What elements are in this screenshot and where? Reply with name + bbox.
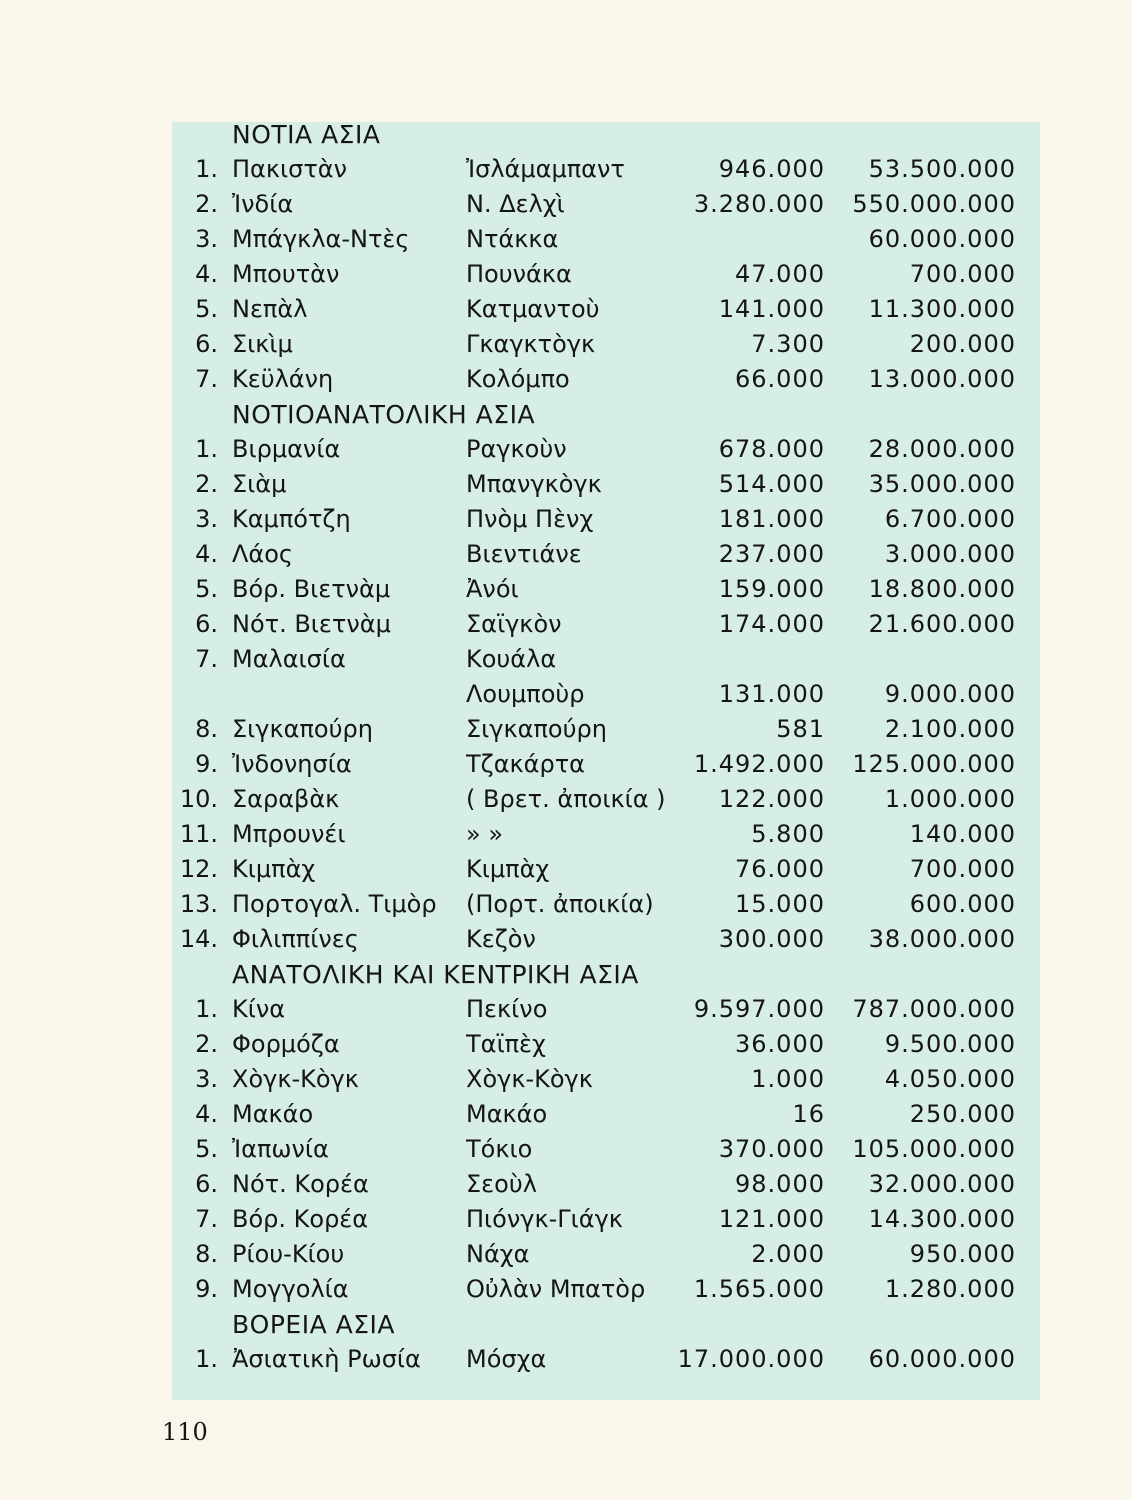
country-name: Κεϋλάνη xyxy=(232,365,334,393)
area-value: 47.000 xyxy=(735,260,825,288)
population-value: 105.000.000 xyxy=(852,1135,1016,1163)
country-name: Σιγκαπούρη xyxy=(232,715,373,743)
area-value: 15.000 xyxy=(735,890,825,918)
area-value: 17.000.000 xyxy=(677,1345,825,1373)
country-name: Καμπότζη xyxy=(232,505,351,533)
area-value: 678.000 xyxy=(718,435,825,463)
population-value: 13.000.000 xyxy=(868,365,1016,393)
population-value: 4.050.000 xyxy=(884,1065,1016,1093)
row-number: 1. xyxy=(195,1345,218,1373)
table-row xyxy=(0,1062,1132,1097)
population-value: 787.000.000 xyxy=(852,995,1016,1023)
area-value: 16 xyxy=(792,1100,825,1128)
capital-name: Νάχα xyxy=(466,1240,530,1268)
section-heading xyxy=(0,397,1132,432)
area-value: 1.492.000 xyxy=(693,750,825,778)
country-table xyxy=(0,117,1132,1377)
row-number: 7. xyxy=(195,1205,218,1233)
section-heading xyxy=(0,957,1132,992)
table-row xyxy=(0,572,1132,607)
table-row xyxy=(0,187,1132,222)
table-row xyxy=(0,467,1132,502)
area-value: 581 xyxy=(776,715,825,743)
population-value: 14.300.000 xyxy=(868,1205,1016,1233)
row-number: 4. xyxy=(195,1100,218,1128)
area-value: 159.000 xyxy=(718,575,825,603)
capital-name: Ν. Δελχὶ xyxy=(466,190,565,218)
country-name: Κιμπὰχ xyxy=(232,855,316,883)
country-name: Νεπὰλ xyxy=(232,295,308,323)
row-number: 3. xyxy=(195,505,218,533)
row-number: 14. xyxy=(179,925,218,953)
table-row xyxy=(0,1202,1132,1237)
capital-name: Πουνάκα xyxy=(466,260,572,288)
population-value: 9.000.000 xyxy=(884,680,1016,708)
row-number: 5. xyxy=(195,295,218,323)
capital-name: Σιγκαπούρη xyxy=(466,715,607,743)
country-name: Μπουτὰν xyxy=(232,260,340,288)
population-value: 28.000.000 xyxy=(868,435,1016,463)
table-row xyxy=(0,887,1132,922)
section-title: ΝΟΤΙΟΑΝΑΤΟΛΙΚΗ ΑΣΙΑ xyxy=(232,400,536,429)
table-row xyxy=(0,502,1132,537)
population-value: 550.000.000 xyxy=(852,190,1016,218)
table-row xyxy=(0,677,1132,712)
capital-name: Πεκίνο xyxy=(466,995,548,1023)
table-row xyxy=(0,922,1132,957)
area-value: 514.000 xyxy=(718,470,825,498)
table-row xyxy=(0,992,1132,1027)
capital-name: Τόκιο xyxy=(466,1135,533,1163)
country-name: Πορτογαλ. Τιμὸρ xyxy=(232,890,437,918)
country-name: Βόρ. Κορέα xyxy=(232,1205,369,1233)
country-name: Πακιστὰν xyxy=(232,155,348,183)
country-name: Μπάγκλα-Ντὲς xyxy=(232,225,410,253)
row-number: 6. xyxy=(195,1170,218,1198)
capital-name: Μπανγκὸγκ xyxy=(466,470,602,498)
table-row xyxy=(0,1132,1132,1167)
capital-name: Τζακάρτα xyxy=(466,750,586,778)
country-name: Νότ. Βιετνὰμ xyxy=(232,610,391,638)
population-value: 60.000.000 xyxy=(868,1345,1016,1373)
row-number: 5. xyxy=(195,575,218,603)
table-row xyxy=(0,257,1132,292)
table-row xyxy=(0,712,1132,747)
capital-name: Κιμπὰχ xyxy=(466,855,550,883)
area-value: 370.000 xyxy=(718,1135,825,1163)
population-value: 9.500.000 xyxy=(884,1030,1016,1058)
table-row xyxy=(0,1272,1132,1307)
country-name: Φιλιππίνες xyxy=(232,925,359,953)
capital-name: Ταϊπὲχ xyxy=(466,1030,546,1058)
table-row xyxy=(0,222,1132,257)
area-value: 36.000 xyxy=(735,1030,825,1058)
capital-name: Σεοὺλ xyxy=(466,1170,537,1198)
row-number: 2. xyxy=(195,470,218,498)
row-number: 1. xyxy=(195,435,218,463)
table-row xyxy=(0,1237,1132,1272)
population-value: 35.000.000 xyxy=(868,470,1016,498)
row-number: 2. xyxy=(195,190,218,218)
area-value: 141.000 xyxy=(718,295,825,323)
capital-name: ( Βρετ. ἀποικία ) xyxy=(466,785,666,813)
row-number: 11. xyxy=(179,820,218,848)
population-value: 700.000 xyxy=(909,260,1016,288)
capital-name: Κολόμπο xyxy=(466,365,570,393)
capital-name: Κουάλα xyxy=(466,645,557,673)
capital-name: Μόσχα xyxy=(466,1345,547,1373)
population-value: 950.000 xyxy=(909,1240,1016,1268)
row-number: 6. xyxy=(195,610,218,638)
row-number: 13. xyxy=(179,890,218,918)
table-row xyxy=(0,432,1132,467)
capital-name: Χὸγκ-Κὸγκ xyxy=(466,1065,593,1093)
table-row xyxy=(0,1027,1132,1062)
population-value: 1.280.000 xyxy=(884,1275,1016,1303)
capital-name: Κεζὸν xyxy=(466,925,536,953)
row-number: 1. xyxy=(195,995,218,1023)
capital-name: Λουμποὺρ xyxy=(466,680,585,708)
capital-name: Ραγκοὺν xyxy=(466,435,567,463)
country-name: Ἰαπωνία xyxy=(232,1135,329,1163)
row-number: 2. xyxy=(195,1030,218,1058)
row-number: 4. xyxy=(195,540,218,568)
table-row xyxy=(0,817,1132,852)
country-name: Μπρουνέι xyxy=(232,820,346,848)
row-number: 6. xyxy=(195,330,218,358)
population-value: 11.300.000 xyxy=(868,295,1016,323)
capital-name: Κατμαντοὺ xyxy=(466,295,600,323)
row-number: 12. xyxy=(179,855,218,883)
capital-name: Σαϊγκὸν xyxy=(466,610,562,638)
country-name: Νότ. Κορέα xyxy=(232,1170,369,1198)
area-value: 66.000 xyxy=(735,365,825,393)
table-row xyxy=(0,327,1132,362)
area-value: 2.000 xyxy=(751,1240,825,1268)
area-value: 946.000 xyxy=(718,155,825,183)
country-name: Βιρμανία xyxy=(232,435,341,463)
capital-name: Γκαγκτὸγκ xyxy=(466,330,596,358)
row-number: 8. xyxy=(195,715,218,743)
area-value: 98.000 xyxy=(735,1170,825,1198)
section-title: ΒΟΡΕΙΑ ΑΣΙΑ xyxy=(232,1310,395,1339)
row-number: 5. xyxy=(195,1135,218,1163)
capital-name: (Πορτ. ἀποικία) xyxy=(466,890,654,918)
population-value: 125.000.000 xyxy=(852,750,1016,778)
area-value: 121.000 xyxy=(718,1205,825,1233)
table-row xyxy=(0,362,1132,397)
population-value: 200.000 xyxy=(909,330,1016,358)
population-value: 6.700.000 xyxy=(884,505,1016,533)
row-number: 7. xyxy=(195,365,218,393)
population-value: 140.000 xyxy=(909,820,1016,848)
country-name: Σιὰμ xyxy=(232,470,287,498)
table-row xyxy=(0,292,1132,327)
area-value: 237.000 xyxy=(718,540,825,568)
table-row xyxy=(0,747,1132,782)
table-row xyxy=(0,1097,1132,1132)
row-number: 3. xyxy=(195,1065,218,1093)
capital-name: Οὐλὰν Μπατὸρ xyxy=(466,1275,646,1303)
country-name: Βόρ. Βιετνὰμ xyxy=(232,575,391,603)
area-value: 7.300 xyxy=(751,330,825,358)
country-name: Φορμόζα xyxy=(232,1030,340,1058)
population-value: 3.000.000 xyxy=(884,540,1016,568)
population-value: 2.100.000 xyxy=(884,715,1016,743)
country-name: Ἀσιατικὴ Ρωσία xyxy=(232,1345,421,1373)
table-row xyxy=(0,642,1132,677)
population-value: 250.000 xyxy=(909,1100,1016,1128)
area-value: 131.000 xyxy=(718,680,825,708)
country-name: Σικὶμ xyxy=(232,330,293,358)
row-number: 7. xyxy=(195,645,218,673)
row-number: 9. xyxy=(195,750,218,778)
row-number: 4. xyxy=(195,260,218,288)
capital-name: Ἀνόι xyxy=(466,575,519,603)
area-value: 3.280.000 xyxy=(693,190,825,218)
country-name: Κίνα xyxy=(232,995,286,1023)
capital-name: Ντάκκα xyxy=(466,225,559,253)
row-number: 10. xyxy=(179,785,218,813)
country-name: Ρίου-Κίου xyxy=(232,1240,345,1268)
country-name: Λάος xyxy=(232,540,294,568)
area-value: 300.000 xyxy=(718,925,825,953)
area-value: 122.000 xyxy=(718,785,825,813)
table-row xyxy=(0,607,1132,642)
population-value: 60.000.000 xyxy=(868,225,1016,253)
area-value: 9.597.000 xyxy=(693,995,825,1023)
capital-name: Βιεντιάνε xyxy=(466,540,582,568)
table-row xyxy=(0,782,1132,817)
capital-name: Πνὸμ Πὲνχ xyxy=(466,505,594,533)
section-title: ΝΟΤΙΑ ΑΣΙΑ xyxy=(232,120,381,149)
area-value: 76.000 xyxy=(735,855,825,883)
page-number: 110 xyxy=(162,1418,208,1446)
area-value: 1.000 xyxy=(751,1065,825,1093)
row-number: 8. xyxy=(195,1240,218,1268)
country-name: Ἰνδία xyxy=(232,190,294,218)
population-value: 700.000 xyxy=(909,855,1016,883)
population-value: 38.000.000 xyxy=(868,925,1016,953)
country-name: Σαραβὰκ xyxy=(232,785,340,813)
table-row xyxy=(0,537,1132,572)
country-name: Χὸγκ-Κὸγκ xyxy=(232,1065,359,1093)
row-number: 3. xyxy=(195,225,218,253)
area-value: 5.800 xyxy=(751,820,825,848)
section-heading xyxy=(0,1307,1132,1342)
section-heading xyxy=(0,117,1132,152)
capital-name: Πιόνγκ-Γιάγκ xyxy=(466,1205,623,1233)
country-name: Μακάο xyxy=(232,1100,314,1128)
population-value: 18.800.000 xyxy=(868,575,1016,603)
capital-name: » » xyxy=(466,820,503,848)
population-value: 1.000.000 xyxy=(884,785,1016,813)
table-row xyxy=(0,152,1132,187)
capital-name: Ἰσλάμαμπαντ xyxy=(466,155,625,183)
population-value: 53.500.000 xyxy=(868,155,1016,183)
area-value: 174.000 xyxy=(718,610,825,638)
table-row xyxy=(0,1342,1132,1377)
table-row xyxy=(0,1167,1132,1202)
country-name: Ἰνδονησία xyxy=(232,750,352,778)
population-value: 32.000.000 xyxy=(868,1170,1016,1198)
population-value: 600.000 xyxy=(909,890,1016,918)
area-value: 181.000 xyxy=(718,505,825,533)
row-number: 9. xyxy=(195,1275,218,1303)
capital-name: Μακάο xyxy=(466,1100,548,1128)
population-value: 21.600.000 xyxy=(868,610,1016,638)
table-row xyxy=(0,852,1132,887)
country-name: Μαλαισία xyxy=(232,645,346,673)
area-value: 1.565.000 xyxy=(693,1275,825,1303)
country-name: Μογγολία xyxy=(232,1275,349,1303)
row-number: 1. xyxy=(195,155,218,183)
section-title: ΑΝΑΤΟΛΙΚΗ ΚΑΙ ΚΕΝΤΡΙΚΗ ΑΣΙΑ xyxy=(232,960,639,989)
